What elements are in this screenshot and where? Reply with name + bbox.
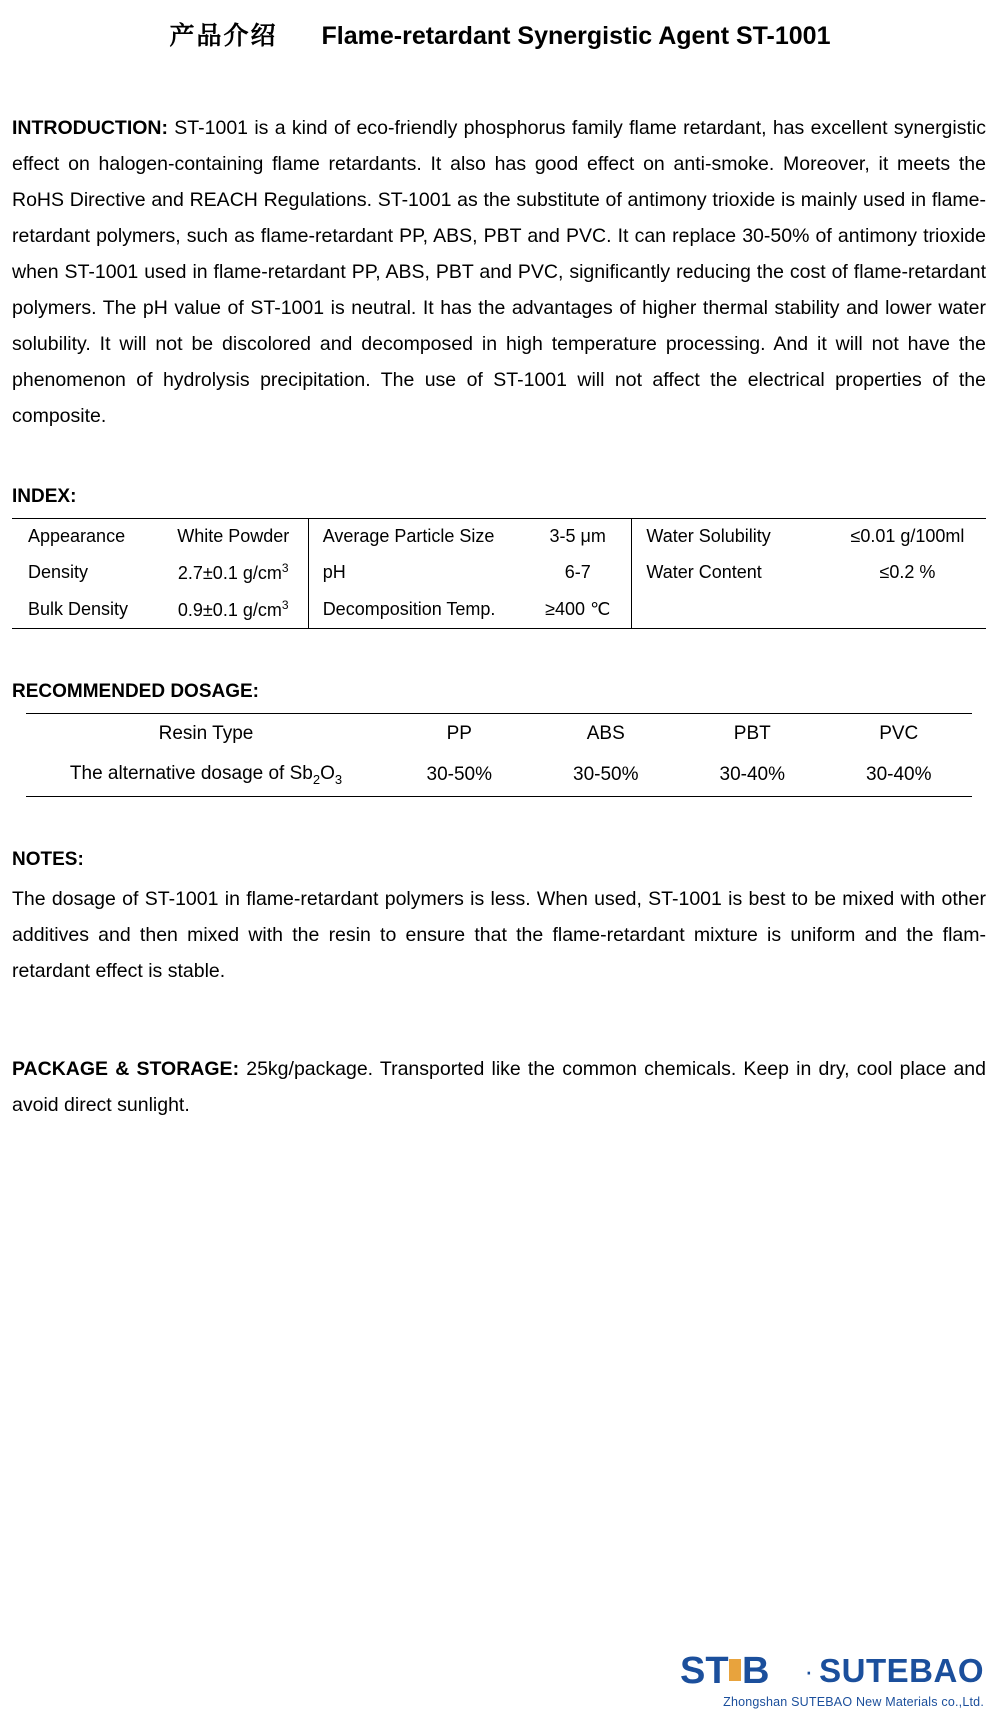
index-appearance-label: Appearance — [12, 519, 159, 555]
index-water-content-value: ≤0.2 % — [879, 562, 936, 582]
document-page — [0, 16, 1000, 1723]
index-water-solubility-label: Water Solubility — [632, 519, 829, 555]
dosage-label-mid: O — [320, 763, 335, 784]
index-bulk-density-value-text: 0.9±0.1 g/cm — [177, 600, 282, 620]
index-density-value — [159, 554, 308, 591]
dosage-pp-value: 30-50% — [386, 754, 533, 796]
index-ph-value: 6-7 — [564, 562, 591, 582]
dosage-resin-type-header: Resin Type — [26, 714, 386, 755]
index-water-solubility-value: ≤0.01 g/100ml — [829, 519, 986, 555]
dosage-label-sub2: 3 — [334, 771, 343, 787]
logo-line — [680, 1649, 984, 1693]
logo-separator: · — [804, 1655, 814, 1686]
introduction-paragraph — [12, 110, 986, 434]
table-row — [12, 554, 986, 591]
index-appearance-value: White Powder — [159, 519, 308, 555]
title-english: Flame-retardant Synergistic Agent ST-1001 — [321, 22, 831, 50]
index-table — [12, 518, 986, 629]
stb-logo-icon — [680, 1649, 800, 1693]
document-title — [0, 16, 1000, 52]
index-heading: INDEX: — [12, 486, 77, 507]
svg-text:B: B — [742, 1650, 770, 1692]
package-label: PACKAGE & STORAGE: — [12, 1057, 240, 1080]
index-water-content-label: Water Content — [632, 554, 829, 591]
table-row — [12, 519, 986, 555]
dosage-pp-header: PP — [386, 714, 533, 755]
table-row — [26, 714, 972, 755]
index-decomposition-label: Decomposition Temp. — [308, 591, 524, 629]
dosage-alternative-label — [26, 754, 386, 796]
dosage-label-sub1: 2 — [312, 771, 321, 787]
table-row — [12, 591, 986, 629]
notes-heading: NOTES: — [12, 848, 84, 870]
index-bulk-density-label: Bulk Density — [12, 591, 159, 629]
index-decomposition-value: ≥400 ℃ — [524, 591, 632, 629]
dosage-label-pre: The alternative dosage of Sb — [69, 763, 313, 784]
package-section — [12, 1051, 986, 1123]
dosage-pbt-value: 30-40% — [679, 754, 826, 796]
notes-paragraph: The dosage of ST-1001 in flame-retardant polymers is less. When used, ST-1001 is best to be mixed with other additives and then mixed with the resin to ensure that the flame-retardant mixture is uniform and the flam- retardant effect is stable. — [12, 887, 986, 982]
index-bulk-density-value — [159, 591, 308, 629]
index-particle-size-label: Average Particle Size — [308, 519, 524, 555]
package-text: 25kg/package. Transported like the common chemicals. Keep in dry, cool place and avoid direct sunlight. — [12, 1057, 986, 1116]
dosage-heading: RECOMMENDED DOSAGE: — [12, 681, 260, 702]
introduction-text: ST-1001 is a kind of eco-friendly phosphorus family flame retardant, has excellent synergistic effect on halogen-containing flame retardants. It also has good effect on anti-smoke. Moreover, it meets the RoHS Directive and REACH Regulations. ST-1001 as the substitute of antimony trioxide is mainly used in flame-retardant polymers, such as flame-retardant PP, ABS, PBT and PVC. It can replace 30-50% of antimony trioxide when ST-1001 used in flame-retardant PP, ABS, PBT and PVC, significantly reducing the cost of flame-retardant polymers. The pH value of ST-1001 is neutral. It has the advantages of higher thermal stability and lower water solubility. It will not be discolored and decomposed in high temperature processing. And it will not have the phenomenon of hydrolysis precipitation. The use of ST-1001 will not affect the electrical properties of the composite. — [12, 117, 986, 427]
index-empty-value — [829, 591, 986, 629]
index-particle-size-value: 3-5 μm — [524, 519, 632, 555]
svg-text:ST: ST — [680, 1650, 730, 1692]
package-paragraph — [12, 1051, 986, 1123]
dosage-table — [26, 713, 972, 797]
dosage-pbt-header: PBT — [679, 714, 826, 755]
index-density-value-text: 2.7±0.1 g/cm — [177, 563, 282, 583]
introduction-section — [12, 110, 986, 434]
dosage-pvc-value: 30-40% — [826, 754, 973, 796]
footer-logo — [680, 1649, 984, 1709]
title-cjk: 产品介绍 — [169, 22, 278, 50]
dosage-abs-value: 30-50% — [533, 754, 680, 796]
index-bulk-density-exponent: 3 — [281, 598, 289, 612]
introduction-label: INTRODUCTION: — [12, 117, 168, 139]
index-empty-label — [632, 591, 829, 629]
index-density-exponent: 3 — [281, 561, 289, 575]
dosage-pvc-header: PVC — [826, 714, 973, 755]
logo-wordmark: SUTEBAO — [819, 1652, 984, 1689]
dosage-abs-header: ABS — [533, 714, 680, 755]
index-ph-label: pH — [308, 554, 524, 591]
index-density-label: Density — [28, 562, 89, 582]
table-row — [26, 754, 972, 796]
company-name: Zhongshan SUTEBAO New Materials co.,Ltd. — [723, 1695, 984, 1709]
